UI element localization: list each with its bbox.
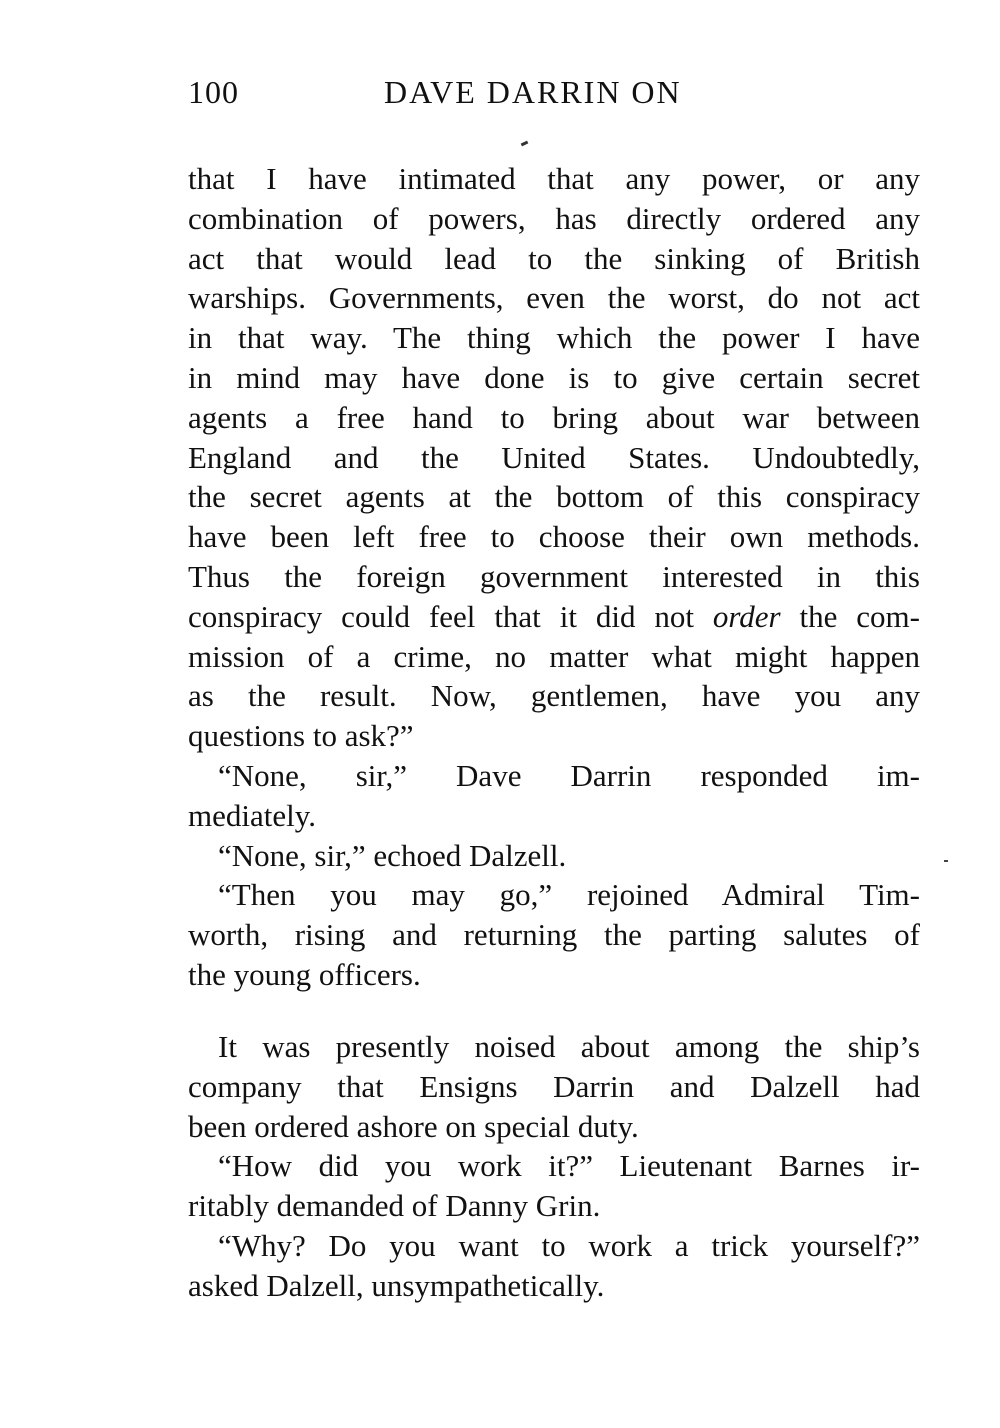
text-run: the com- <box>780 598 920 634</box>
text-line: mission of a crime, no matter what might happen <box>188 638 920 674</box>
running-head: DAVE DARRIN ON <box>384 74 682 110</box>
text-line: been ordered ashore on special duty. <box>188 1108 639 1144</box>
text-line: mediately. <box>188 797 316 833</box>
page-number: 100 <box>188 74 239 110</box>
print-speck <box>944 860 948 862</box>
text-line: in that way. The thing which the power I have <box>188 320 920 356</box>
text-line: have been left free to choose their own methods. <box>188 519 920 555</box>
text-line: “None, sir,” Dave Darrin responded im- <box>218 757 920 793</box>
text-line: in mind may have done is to give certain secret <box>188 359 920 395</box>
text-line: “None, sir,” echoed Dalzell. <box>218 837 567 873</box>
paragraph-continued <box>188 159 920 756</box>
text-line: It was presently noised about among the ship’s <box>218 1029 920 1064</box>
text-line <box>188 597 920 637</box>
paragraph-why <box>188 1226 920 1306</box>
text-line: asked Dalzell, unsympathetically. <box>188 1267 605 1303</box>
text-line: “Then you may go,” rejoined Admiral Tim- <box>218 877 920 913</box>
text-line: England and the United States. Undoubtedly, <box>188 439 920 475</box>
paragraph-none-sir-darrin <box>188 756 920 836</box>
text-line: agents a free hand to bring about war between <box>188 399 920 435</box>
paragraph-how-did-you-work-it <box>188 1146 920 1226</box>
text-line: that I have intimated that any power, or any <box>188 161 920 196</box>
text-line: “Why? Do you want to work a trick yourself?” <box>218 1227 920 1263</box>
text-line: act that would lead to the sinking of British <box>188 240 920 276</box>
text-line: warships. Governments, even the worst, do not act <box>188 280 920 316</box>
page-header <box>188 74 920 118</box>
text-line: company that Ensigns Darrin and Dalzell had <box>188 1068 920 1104</box>
text-line: worth, rising and returning the parting salutes of <box>188 917 920 953</box>
print-speck <box>521 141 529 147</box>
text-block-upper <box>188 159 920 995</box>
paragraph-none-sir-dalzell <box>188 836 920 876</box>
text-line: questions to ask?” <box>188 718 414 754</box>
text-line: Thus the foreign government interested in this <box>188 558 920 594</box>
text-line: the secret agents at the bottom of this conspiracy <box>188 479 920 515</box>
paragraph-then-you-may-go <box>188 875 920 994</box>
text-line: “How did you work it?” Lieutenant Barnes ir- <box>218 1148 920 1184</box>
text-line: the young officers. <box>188 956 421 992</box>
text-run: conspiracy could feel that it did not <box>188 598 713 634</box>
text-line: ritably demanded of Danny Grin. <box>188 1188 601 1224</box>
paragraph-noised-about <box>188 1027 920 1146</box>
text-line: combination of powers, has directly ordered any <box>188 200 920 236</box>
text-block-lower <box>188 1027 920 1306</box>
italic-word: order <box>712 598 781 634</box>
text-line: as the result. Now, gentlemen, have you any <box>188 678 920 714</box>
